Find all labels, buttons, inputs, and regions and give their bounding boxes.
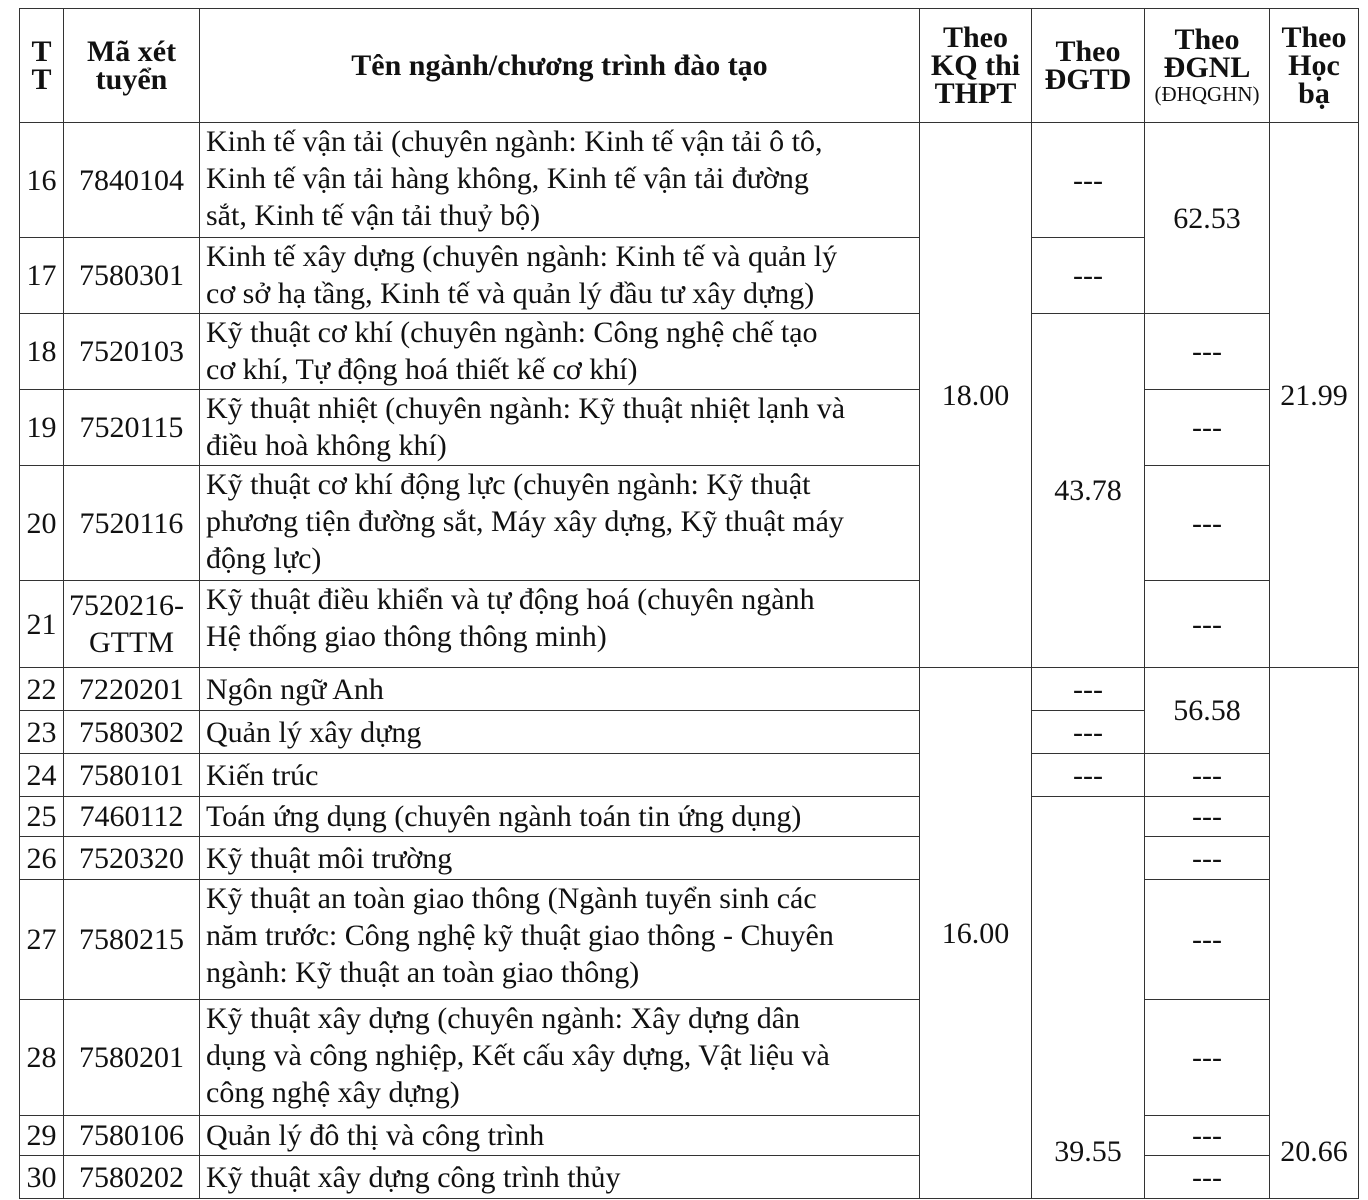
row-ma-xet-tuyen: 7580302 <box>64 711 200 754</box>
row-ma-xet-tuyen: 7580201 <box>64 1000 200 1116</box>
table-row <box>20 797 1359 837</box>
header-dgnl-sub: (ĐHQGHN) <box>1154 81 1260 106</box>
score-dgnl: --- <box>1145 1156 1270 1199</box>
score-thpt: 18.00 <box>920 123 1032 668</box>
score-hocba: 20.66 <box>1270 668 1359 1199</box>
row-ma-xet-tuyen: 7580101 <box>64 754 200 797</box>
score-dgtd: --- <box>1032 123 1145 238</box>
row-tt: 16 <box>20 123 64 238</box>
score-dgnl: --- <box>1145 1000 1270 1116</box>
row-tt: 24 <box>20 754 64 797</box>
row-ma-xet-tuyen: 7840104 <box>64 123 200 238</box>
table-row <box>20 123 1359 238</box>
score-dgtd: --- <box>1032 238 1145 314</box>
row-ten-nganh: Kỹ thuật môi trường <box>200 837 920 880</box>
score-hocba: 21.99 <box>1270 123 1359 668</box>
header-ten: Tên ngành/chương trình đào tạo <box>200 9 920 123</box>
admission-table-wrapper <box>19 8 1359 1199</box>
row-tt: 30 <box>20 1156 64 1199</box>
table-row <box>20 1156 1359 1199</box>
row-tt: 21 <box>20 581 64 668</box>
row-ten-nganh: Kiến trúc <box>200 754 920 797</box>
row-tt: 20 <box>20 466 64 581</box>
score-dgtd: 39.55 <box>1032 797 1145 1199</box>
row-tt: 27 <box>20 880 64 1000</box>
row-ma-xet-tuyen: 7460112 <box>64 797 200 837</box>
table-row <box>20 668 1359 711</box>
row-tt: 28 <box>20 1000 64 1116</box>
admission-scores-table <box>19 8 1359 1199</box>
score-dgtd: --- <box>1032 754 1145 797</box>
row-ma-xet-tuyen: 7520320 <box>64 837 200 880</box>
row-tt: 18 <box>20 314 64 390</box>
row-ma-xet-tuyen: 7520116 <box>64 466 200 581</box>
row-ten-nganh: Kỹ thuật cơ khí động lực (chuyên ngành: Kỹ thuật phương tiện đường sắt, Máy xây dựng, Kỹ thuật máy động lực) <box>200 466 920 581</box>
row-ten-nganh: Quản lý đô thị và công trình <box>200 1116 920 1156</box>
row-ten-nganh: Kinh tế xây dựng (chuyên ngành: Kinh tế và quản lý cơ sở hạ tầng, Kinh tế và quản lý đầu tư xây dựng) <box>200 238 920 314</box>
table-row <box>20 314 1359 390</box>
row-ten-nganh: Toán ứng dụng (chuyên ngành toán tin ứng dụng) <box>200 797 920 837</box>
score-dgnl: --- <box>1145 797 1270 837</box>
score-dgnl: --- <box>1145 754 1270 797</box>
score-dgnl: 56.58 <box>1145 668 1270 754</box>
score-dgnl: --- <box>1145 314 1270 390</box>
table-row <box>20 466 1359 581</box>
row-ma-xet-tuyen: 7580106 <box>64 1116 200 1156</box>
score-dgnl: --- <box>1145 880 1270 1000</box>
score-dgnl: 62.53 <box>1145 123 1270 314</box>
table-row <box>20 1116 1359 1156</box>
row-tt: 19 <box>20 390 64 466</box>
header-thpt: Theo KQ thi THPT <box>920 9 1032 123</box>
score-dgtd: --- <box>1032 668 1145 711</box>
score-dgnl: --- <box>1145 581 1270 668</box>
header-hocba: Theo Học bạ <box>1270 9 1359 123</box>
header-tt: T T <box>20 9 64 123</box>
row-ten-nganh: Kỹ thuật xây dựng (chuyên ngành: Xây dựng dân dụng và công nghiệp, Kết cấu xây dựng, Vật liệu và công nghệ xây dựng) <box>200 1000 920 1116</box>
header-ma: Mã xét tuyển <box>64 9 200 123</box>
score-dgnl: --- <box>1145 466 1270 581</box>
row-ma-xet-tuyen: 7520103 <box>64 314 200 390</box>
table-row <box>20 390 1359 466</box>
row-ma-xet-tuyen: 7520216- GTTM <box>64 581 200 668</box>
table-row <box>20 581 1359 668</box>
row-ten-nganh: Kỹ thuật điều khiển và tự động hoá (chuyên ngành Hệ thống giao thông thông minh) <box>200 581 920 668</box>
row-tt: 22 <box>20 668 64 711</box>
table-row <box>20 880 1359 1000</box>
table-row <box>20 1000 1359 1116</box>
row-tt: 23 <box>20 711 64 754</box>
row-ten-nganh: Kỹ thuật nhiệt (chuyên ngành: Kỹ thuật nhiệt lạnh và điều hoà không khí) <box>200 390 920 466</box>
row-ten-nganh: Quản lý xây dựng <box>200 711 920 754</box>
row-ten-nganh: Kỹ thuật cơ khí (chuyên ngành: Công nghệ chế tạo cơ khí, Tự động hoá thiết kế cơ khí) <box>200 314 920 390</box>
row-ten-nganh: Kỹ thuật an toàn giao thông (Ngành tuyển sinh các năm trước: Công nghệ kỹ thuật giao thông - Chuyên ngành: Kỹ thuật an toàn giao thông) <box>200 880 920 1000</box>
row-ma-xet-tuyen: 7520115 <box>64 390 200 466</box>
row-ma-xet-tuyen: 7580215 <box>64 880 200 1000</box>
table-row <box>20 837 1359 880</box>
row-tt: 29 <box>20 1116 64 1156</box>
row-ten-nganh: Kỹ thuật xây dựng công trình thủy <box>200 1156 920 1199</box>
score-dgnl: --- <box>1145 1116 1270 1156</box>
row-ma-xet-tuyen: 7220201 <box>64 668 200 711</box>
score-dgnl: --- <box>1145 390 1270 466</box>
score-thpt: 16.00 <box>920 668 1032 1199</box>
score-dgtd: --- <box>1032 711 1145 754</box>
row-ten-nganh: Kinh tế vận tải (chuyên ngành: Kinh tế vận tải ô tô, Kinh tế vận tải hàng không, Kinh tế vận tải đường sắt, Kinh tế vận tải thuỷ bộ) <box>200 123 920 238</box>
row-ma-xet-tuyen: 7580301 <box>64 238 200 314</box>
score-dgtd: 43.78 <box>1032 314 1145 668</box>
table-row <box>20 754 1359 797</box>
header-dgnl: Theo ĐGNL (ĐHQGHN) <box>1145 9 1270 123</box>
header-dgtd: Theo ĐGTD <box>1032 9 1145 123</box>
row-tt: 17 <box>20 238 64 314</box>
row-ten-nganh: Ngôn ngữ Anh <box>200 668 920 711</box>
row-tt: 26 <box>20 837 64 880</box>
row-tt: 25 <box>20 797 64 837</box>
row-ma-xet-tuyen: 7580202 <box>64 1156 200 1199</box>
header-row <box>20 9 1359 123</box>
score-dgnl: --- <box>1145 837 1270 880</box>
